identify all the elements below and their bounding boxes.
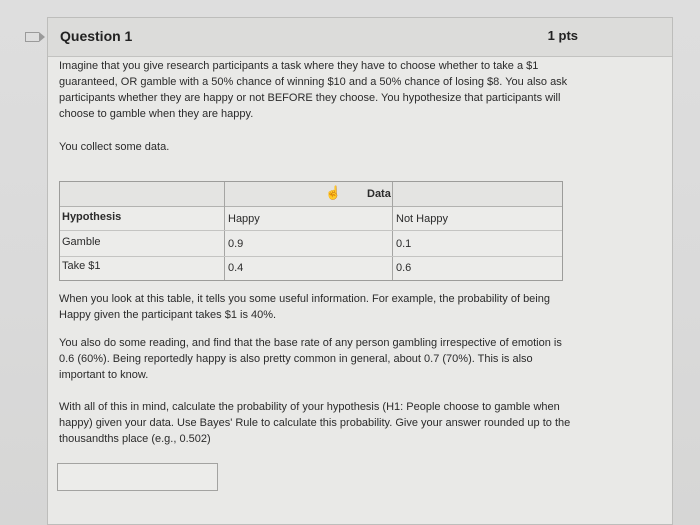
table-cell: 0.4 (228, 262, 244, 274)
row-divider (60, 230, 562, 231)
table-cell: 0.6 (396, 262, 412, 274)
table-cell: Take $1 (62, 260, 101, 272)
table-cell: Gamble (62, 236, 101, 248)
column-divider (392, 182, 393, 280)
table-header-cell: Happy (228, 213, 260, 225)
table-note-paragraph: When you look at this table, it tells you some useful information. For example, the probability of being Happy given the participant takes $1 is 40%. (59, 293, 550, 321)
column-divider (224, 182, 225, 280)
reading-paragraph: You also do some reading, and find that the base rate of any person gambling irrespective of emotion is 0.6 (60%). Being reportedly happy is also pretty common in general, about 0.7 (70%). This is also important to know. (59, 337, 562, 381)
flag-icon[interactable] (25, 32, 39, 42)
table-header-cell: Hypothesis (62, 211, 122, 223)
intro-paragraph: Imagine that you give research participants a task where they have to choose whether to take a $1 guaranteed, OR gamble with a 50% chance of winning $10 and a 50% chance of losing $8. You also ask participants whether they are happy or not BEFORE they choose. You hypothesize that participants will choose to gamble when they are happy. (59, 60, 568, 120)
question-points: 1 pts (547, 28, 578, 43)
table-header-cell: Not Happy (396, 213, 448, 225)
hand-cursor-icon: ☝ (325, 185, 342, 200)
table-cell: 0.9 (228, 238, 244, 250)
table-caption: Data (367, 188, 391, 200)
question-title: Question 1 (60, 28, 133, 44)
question-header (48, 18, 672, 57)
data-table (59, 181, 563, 281)
table-caption-row (60, 182, 562, 207)
task-paragraph: With all of this in mind, calculate the probability of your hypothesis (H1: People choose to gamble when happy) given your data. Use Bayes' Rule to calculate this probability. Give your answer rounded up to the thousandths place (e.g., 0.502) (59, 401, 571, 445)
answer-input[interactable] (57, 463, 218, 491)
collect-paragraph: You collect some data. (59, 141, 170, 153)
row-divider (60, 256, 562, 257)
table-cell: 0.1 (396, 238, 412, 250)
